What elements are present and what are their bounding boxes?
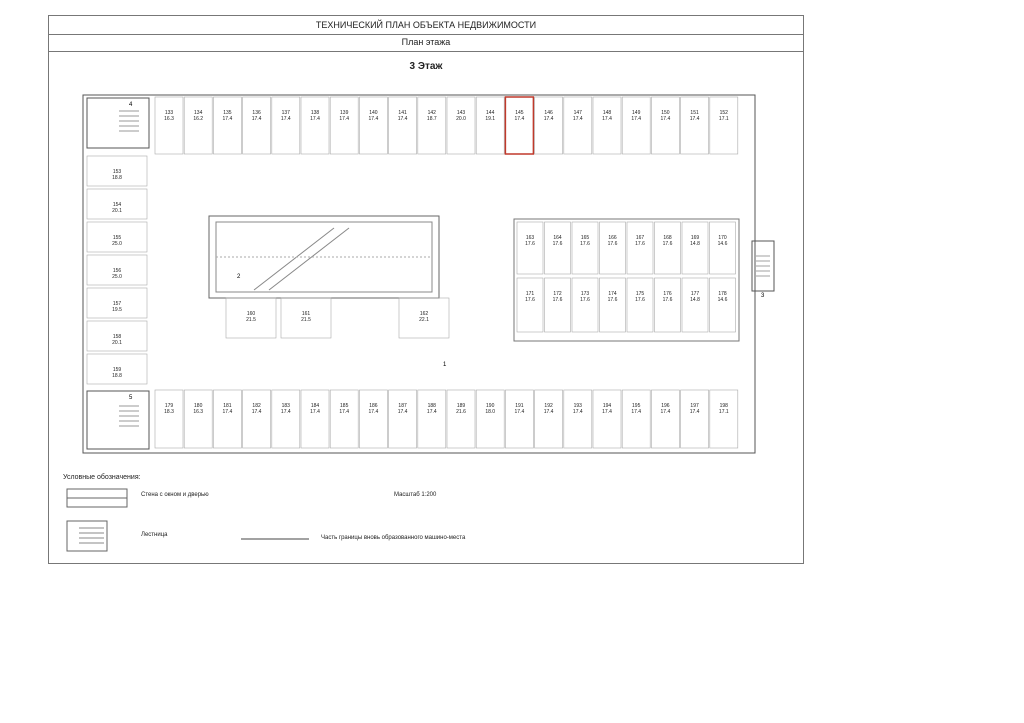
space-number: 186 bbox=[369, 403, 378, 409]
space-number: 144 bbox=[486, 110, 495, 116]
space-area: 17.4 bbox=[397, 116, 408, 122]
space-area: 17.6 bbox=[580, 241, 590, 247]
space-area: 17.6 bbox=[525, 297, 535, 303]
parking-space-179[interactable] bbox=[155, 390, 183, 448]
space-number: 194 bbox=[602, 403, 612, 409]
parking-space-185[interactable] bbox=[330, 390, 358, 448]
space-area: 17.4 bbox=[310, 409, 320, 415]
stair-number-right: 3 bbox=[761, 293, 765, 299]
space-area: 19.1 bbox=[485, 116, 496, 122]
space-number: 141 bbox=[398, 110, 407, 116]
stair-number-bottom-left: 5 bbox=[129, 395, 133, 401]
space-area: 17.4 bbox=[339, 409, 350, 415]
space-area: 17.4 bbox=[426, 409, 437, 415]
space-number: 185 bbox=[340, 403, 349, 409]
space-number: 155 bbox=[112, 235, 122, 241]
space-area: 17.1 bbox=[718, 116, 729, 122]
parking-space-152[interactable] bbox=[710, 97, 738, 154]
parking-space-135[interactable] bbox=[213, 97, 241, 154]
parking-space-177[interactable] bbox=[682, 278, 708, 332]
parking-space-140[interactable] bbox=[359, 97, 387, 154]
document-subtitle: План этажа bbox=[49, 34, 803, 52]
island-outline bbox=[514, 219, 739, 341]
space-number: 179 bbox=[164, 403, 174, 409]
space-number: 198 bbox=[719, 403, 728, 409]
parking-space-141[interactable] bbox=[389, 97, 417, 154]
parking-space-146[interactable] bbox=[535, 97, 563, 154]
space-area: 14.8 bbox=[690, 297, 700, 303]
space-number: 174 bbox=[608, 291, 617, 297]
space-number: 177 bbox=[690, 291, 700, 297]
parking-space-193[interactable] bbox=[564, 390, 592, 448]
parking-space-150[interactable] bbox=[651, 97, 679, 154]
space-number: 164 bbox=[553, 235, 562, 241]
space-area: 17.4 bbox=[543, 409, 554, 415]
parking-space-187[interactable] bbox=[389, 390, 417, 448]
parking-space-164[interactable] bbox=[545, 222, 571, 274]
space-number: 136 bbox=[252, 110, 261, 116]
space-area: 18.8 bbox=[112, 373, 122, 379]
space-number: 156 bbox=[112, 268, 122, 274]
space-number: 168 bbox=[663, 235, 672, 241]
space-area: 18.7 bbox=[426, 116, 437, 122]
space-number: 188 bbox=[427, 403, 436, 409]
document-title: ТЕХНИЧЕСКИЙ ПЛАН ОБЪЕКТА НЕДВИЖИМОСТИ bbox=[49, 16, 803, 35]
parking-space-167[interactable] bbox=[627, 222, 653, 274]
space-area: 21.6 bbox=[456, 409, 466, 415]
parking-space-139[interactable] bbox=[330, 97, 358, 154]
space-number: 142 bbox=[427, 110, 436, 116]
parking-space-134[interactable] bbox=[184, 97, 212, 154]
space-number: 167 bbox=[635, 235, 645, 241]
space-number: 165 bbox=[580, 235, 590, 241]
parking-space-163[interactable] bbox=[517, 222, 543, 274]
space-area: 17.4 bbox=[514, 116, 525, 122]
stair-lines bbox=[119, 111, 770, 426]
space-number: 172 bbox=[553, 291, 562, 297]
space-area: 17.4 bbox=[514, 409, 525, 415]
space-area: 17.4 bbox=[310, 116, 320, 122]
space-area: 18.3 bbox=[164, 409, 174, 415]
space-number: 192 bbox=[544, 403, 553, 409]
space-number: 181 bbox=[223, 403, 232, 409]
parking-space-181[interactable] bbox=[213, 390, 241, 448]
space-number: 162 bbox=[419, 311, 429, 317]
parking-space-174[interactable] bbox=[600, 278, 626, 332]
parking-space-144[interactable] bbox=[476, 97, 504, 154]
ramp-label: 2 bbox=[237, 274, 241, 280]
space-number: 138 bbox=[310, 110, 320, 116]
space-number: 161 bbox=[301, 311, 311, 317]
space-number: 158 bbox=[112, 334, 122, 340]
space-number: 163 bbox=[525, 235, 535, 241]
parking-space-166[interactable] bbox=[600, 222, 626, 274]
space-area: 17.4 bbox=[339, 116, 350, 122]
parking-space-194[interactable] bbox=[593, 390, 621, 448]
space-number: 160 bbox=[246, 311, 256, 317]
space-number: 157 bbox=[112, 301, 122, 307]
space-area: 21.5 bbox=[246, 317, 256, 323]
space-area: 18.0 bbox=[485, 409, 496, 415]
space-number: 152 bbox=[719, 110, 728, 116]
parking-space-190[interactable] bbox=[476, 390, 504, 448]
space-number: 175 bbox=[635, 291, 645, 297]
parking-space-198[interactable] bbox=[710, 390, 738, 448]
space-number: 135 bbox=[223, 110, 232, 116]
space-area: 20.0 bbox=[456, 116, 466, 122]
space-number: 143 bbox=[456, 110, 466, 116]
parking-space-192[interactable] bbox=[535, 390, 563, 448]
parking-space-195[interactable] bbox=[622, 390, 650, 448]
space-number: 140 bbox=[369, 110, 378, 116]
parking-space-182[interactable] bbox=[243, 390, 271, 448]
legend-stair-symbol bbox=[67, 521, 107, 551]
parking-space-196[interactable] bbox=[651, 390, 679, 448]
space-area: 17.6 bbox=[607, 297, 618, 303]
space-number: 195 bbox=[632, 403, 641, 409]
space-area: 17.4 bbox=[368, 409, 379, 415]
parking-space-148[interactable] bbox=[593, 97, 621, 154]
stair-box-top-left bbox=[87, 98, 149, 148]
space-area: 17.4 bbox=[689, 116, 700, 122]
space-area: 17.4 bbox=[368, 116, 379, 122]
parking-space-184[interactable] bbox=[301, 390, 329, 448]
parking-space-191[interactable] bbox=[505, 390, 533, 448]
space-number: 153 bbox=[112, 169, 122, 175]
space-area: 17.6 bbox=[662, 297, 673, 303]
parking-space-180[interactable] bbox=[184, 390, 212, 448]
space-area: 17.4 bbox=[397, 409, 408, 415]
space-area: 17.6 bbox=[580, 297, 590, 303]
space-number: 154 bbox=[112, 202, 122, 208]
parking-space-175[interactable] bbox=[627, 278, 653, 332]
parking-space-147[interactable] bbox=[564, 97, 592, 154]
parking-space-137[interactable] bbox=[272, 97, 300, 154]
parking-space-188[interactable] bbox=[418, 390, 446, 448]
parking-space-149[interactable] bbox=[622, 97, 650, 154]
space-number: 151 bbox=[690, 110, 699, 116]
parking-space-186[interactable] bbox=[359, 390, 387, 448]
space-area: 22.1 bbox=[419, 317, 429, 323]
space-number: 170 bbox=[718, 235, 727, 241]
space-area: 17.4 bbox=[251, 409, 262, 415]
space-number: 169 bbox=[690, 235, 700, 241]
floor-plan bbox=[49, 16, 805, 565]
parking-space-138[interactable] bbox=[301, 97, 329, 154]
space-area: 17.4 bbox=[660, 409, 671, 415]
space-number: 178 bbox=[718, 291, 727, 297]
plan-sheet bbox=[48, 15, 804, 564]
space-number: 139 bbox=[340, 110, 349, 116]
legend-wall-label: Стена с окном и дверью bbox=[141, 492, 209, 498]
space-area: 17.6 bbox=[525, 241, 535, 247]
space-area: 17.4 bbox=[660, 116, 671, 122]
parking-space-143[interactable] bbox=[447, 97, 475, 154]
parking-spaces bbox=[87, 97, 738, 448]
parking-space-176[interactable] bbox=[655, 278, 681, 332]
space-number: 190 bbox=[486, 403, 495, 409]
space-area: 17.4 bbox=[631, 409, 642, 415]
legend-stairs-label: Лестница bbox=[141, 532, 168, 538]
space-number: 173 bbox=[580, 291, 590, 297]
space-number: 182 bbox=[252, 403, 261, 409]
space-area: 17.4 bbox=[572, 116, 583, 122]
space-number: 145 bbox=[515, 110, 524, 116]
space-area: 17.6 bbox=[552, 241, 563, 247]
space-area: 18.8 bbox=[112, 175, 122, 181]
parking-space-165[interactable] bbox=[572, 222, 598, 274]
scale-label: Масштаб 1:200 bbox=[394, 492, 437, 498]
space-number: 196 bbox=[661, 403, 670, 409]
space-number: 146 bbox=[544, 110, 553, 116]
space-area: 17.4 bbox=[572, 409, 583, 415]
parking-space-183[interactable] bbox=[272, 390, 300, 448]
space-area: 17.4 bbox=[543, 116, 554, 122]
space-number: 187 bbox=[398, 403, 407, 409]
space-area: 16.3 bbox=[193, 409, 204, 415]
ramp-diagonal-b bbox=[269, 228, 349, 290]
corridor-label: 1 bbox=[443, 362, 447, 368]
space-number: 147 bbox=[573, 110, 582, 116]
space-area: 17.6 bbox=[635, 241, 645, 247]
parking-space-171[interactable] bbox=[517, 278, 543, 332]
space-number: 137 bbox=[281, 110, 290, 116]
parking-space-172[interactable] bbox=[545, 278, 571, 332]
parking-space-189[interactable] bbox=[447, 390, 475, 448]
space-number: 148 bbox=[602, 110, 612, 116]
space-number: 197 bbox=[690, 403, 699, 409]
space-number: 150 bbox=[661, 110, 670, 116]
space-area: 17.4 bbox=[222, 409, 233, 415]
space-area: 17.4 bbox=[222, 116, 233, 122]
space-area: 17.4 bbox=[602, 409, 612, 415]
space-number: 166 bbox=[608, 235, 617, 241]
space-area: 25.0 bbox=[112, 241, 122, 247]
floor-label: 3 Этаж bbox=[409, 61, 443, 72]
legend-title: Условные обозначения: bbox=[63, 474, 141, 481]
space-area: 17.4 bbox=[602, 116, 612, 122]
parking-space-142[interactable] bbox=[418, 97, 446, 154]
space-number: 159 bbox=[112, 367, 122, 373]
space-number: 171 bbox=[525, 291, 535, 297]
space-area: 16.2 bbox=[193, 116, 204, 122]
space-number: 191 bbox=[515, 403, 524, 409]
parking-space-168[interactable] bbox=[655, 222, 681, 274]
space-area: 14.8 bbox=[690, 241, 700, 247]
space-area: 17.4 bbox=[689, 409, 700, 415]
space-number: 134 bbox=[194, 110, 203, 116]
space-area: 17.4 bbox=[280, 409, 291, 415]
parking-space-136[interactable] bbox=[243, 97, 271, 154]
space-area: 17.6 bbox=[662, 241, 673, 247]
space-area: 25.0 bbox=[112, 274, 122, 280]
space-area: 17.6 bbox=[635, 297, 645, 303]
space-number: 133 bbox=[164, 110, 174, 116]
space-area: 17.4 bbox=[631, 116, 642, 122]
stair-box-bottom-left bbox=[87, 391, 149, 449]
space-area: 20.1 bbox=[112, 208, 122, 214]
space-area: 20.1 bbox=[112, 340, 122, 346]
legend-boundary-label: Часть границы вновь образованного машино-места bbox=[321, 535, 466, 541]
space-number: 184 bbox=[310, 403, 320, 409]
space-area: 16.3 bbox=[164, 116, 174, 122]
space-number: 189 bbox=[456, 403, 466, 409]
space-number: 180 bbox=[194, 403, 203, 409]
space-area: 17.6 bbox=[552, 297, 563, 303]
space-area: 14.6 bbox=[717, 241, 728, 247]
parking-space-145[interactable] bbox=[505, 97, 533, 154]
space-area: 17.6 bbox=[607, 241, 618, 247]
parking-space-133[interactable] bbox=[155, 97, 183, 154]
parking-space-178[interactable] bbox=[710, 278, 736, 332]
ramp-diagonal-a bbox=[254, 228, 334, 290]
space-number: 193 bbox=[573, 403, 582, 409]
parking-space-173[interactable] bbox=[572, 278, 598, 332]
space-area: 17.1 bbox=[718, 409, 729, 415]
parking-space-170[interactable] bbox=[710, 222, 736, 274]
space-area: 19.5 bbox=[112, 307, 122, 313]
parking-space-197[interactable] bbox=[681, 390, 709, 448]
space-area: 17.4 bbox=[280, 116, 291, 122]
parking-space-169[interactable] bbox=[682, 222, 708, 274]
space-number: 176 bbox=[663, 291, 672, 297]
space-area: 21.5 bbox=[301, 317, 311, 323]
space-area: 17.4 bbox=[251, 116, 262, 122]
space-number: 149 bbox=[632, 110, 641, 116]
stair-number-top-left: 4 bbox=[129, 102, 133, 108]
parking-space-151[interactable] bbox=[681, 97, 709, 154]
space-number: 183 bbox=[281, 403, 290, 409]
space-area: 14.6 bbox=[717, 297, 728, 303]
